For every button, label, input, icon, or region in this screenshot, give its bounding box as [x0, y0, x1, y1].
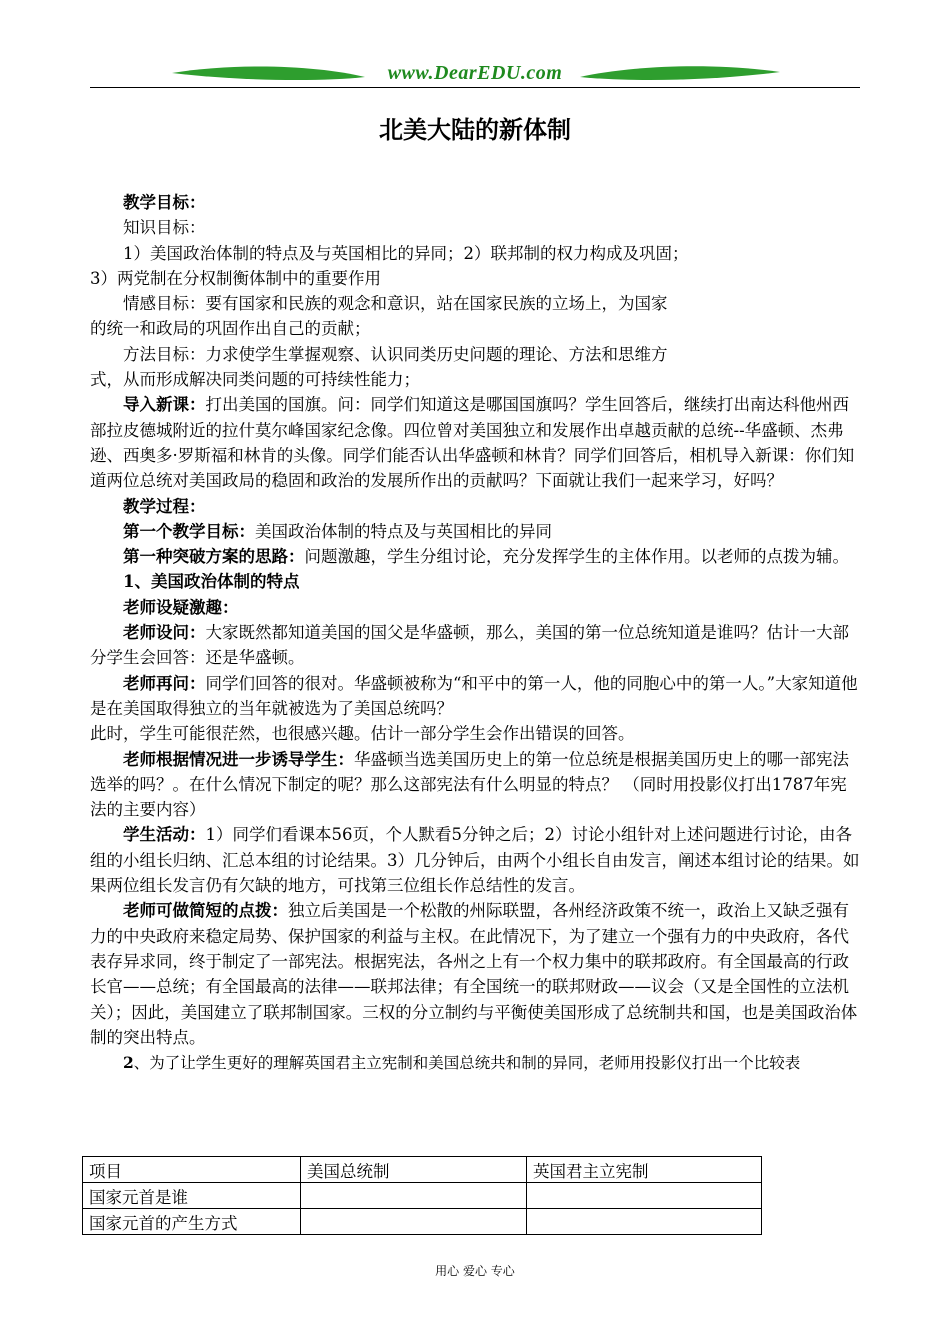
paragraph-text: 1）同学们看课本56页，个人默看5分钟之后；2）讨论小组针对上述问题进行讨论，由各组的小组长归纳、汇总本组的讨论结果。3）几分钟后，由两个小组长自由发言，阐述本组讨论的结果。如果两位组长发言仍有欠缺的地方，可找第三位组长作总结性的发言。: [90, 825, 860, 896]
table-header-row: [83, 1157, 762, 1183]
paragraph: [90, 215, 862, 240]
paragraph: [90, 392, 862, 493]
paragraph: [90, 494, 862, 519]
paragraph: [90, 569, 862, 594]
paragraph-text: 1）美国政治体制的特点及与英国相比的异同；2）联邦制的权力构成及巩固；: [123, 243, 689, 263]
paragraph-label: 教学目标：: [123, 193, 206, 212]
table-header-cell: 项目: [83, 1157, 301, 1183]
paragraph-text: 同学们回答的很对。华盛顿被称为“和平中的第一人，他的同胞心中的第一人。”大家知道他是在美国取得独立的当年就被选为了美国总统吗？: [90, 673, 858, 718]
paragraph: [90, 367, 862, 392]
table-cell: [527, 1209, 762, 1235]
paragraph: [90, 190, 862, 215]
paragraph-text: 问题激趣，学生分组讨论，充分发挥学生的主体作用。以老师的点拨为辅。: [304, 547, 849, 567]
paragraph-label: 第一个教学目标：: [123, 521, 255, 541]
table-row: [83, 1209, 762, 1235]
page-footer: 用心 爱心 专心: [435, 1264, 515, 1278]
paragraph: [90, 519, 862, 544]
paragraph-label: 导入新课：: [123, 395, 206, 415]
paragraph: [90, 721, 862, 746]
table-cell: 国家元首是谁: [83, 1183, 301, 1209]
site-logo: www.DearEDU.com: [387, 62, 563, 84]
paragraph: [90, 544, 862, 569]
comparison-table: [82, 1156, 762, 1235]
paragraph-text: 此时，学生可能很茫然，也很感兴趣。估计一部分学生会作出错误的回答。: [90, 724, 635, 744]
paragraph: [90, 241, 862, 266]
table-row: [83, 1183, 762, 1209]
paragraph-label: 教学过程：: [123, 496, 206, 516]
paragraph-text: 情感目标：要有国家和民族的观念和意识，站在国家民族的立场上，为国家: [123, 294, 668, 314]
paragraph: [90, 266, 862, 291]
paragraph-label: 老师根据情况进一步诱导学生：: [123, 749, 354, 769]
table-header-cell: 英国君主立宪制: [527, 1157, 762, 1183]
paragraph: [90, 898, 862, 1050]
page-header: [90, 60, 860, 90]
paragraph-text: 华盛顿当选美国历史上的第一位总统是根据美国历史上的哪一部宪法选举的吗？。在什么情况下制定的呢？那么这部宪法有什么明显的特点？ （同时用投影仪打出1787年宪法的主要内容）: [90, 749, 849, 820]
table-cell: [527, 1183, 762, 1209]
paragraph-text: 独立后美国是一个松散的州际联盟，各州经济政策不统一，政治上又缺乏强有力的中央政府来稳定局势、保护国家的利益与主权。在此情况下，为了建立一个强有力的中央政府，各代表存异求同，终于制定了一部宪法。根据宪法，各州之上有一个权力集中的联邦政府。有全国最高的行政长官——总统；有全国最高的法律——联邦法律；有全国统一的联邦财政——议会（又是全国性的立法机关）；因此，美国建立了联邦制国家。三权的分立制约与平衡使美国形成了总统制共和国，也是美国政治体制的突出特点。: [90, 901, 858, 1047]
paragraph: [90, 1050, 862, 1076]
paragraph-label: 老师可做简短的点拨：: [123, 901, 288, 921]
paragraph: [90, 291, 862, 316]
paragraph-label: 老师设问：: [123, 623, 206, 643]
paragraph-text: 3）两党制在分权制衡体制中的重要作用: [90, 268, 381, 288]
paragraph: [90, 822, 862, 898]
paragraph-text: 的统一和政局的巩固作出自己的贡献；: [90, 319, 371, 339]
paragraph-label: 老师设疑激趣：: [123, 597, 239, 617]
section-heading: 1、美国政治体制的特点: [123, 572, 300, 592]
paragraph-label: 老师再问：: [123, 673, 206, 693]
paragraph: [90, 671, 862, 722]
document-body: [90, 190, 862, 1076]
paragraph: [90, 316, 862, 341]
paragraph-text: 大家既然都知道美国的国父是华盛顿，那么，美国的第一位总统知道是谁吗？估计一大部分学生会回答：还是华盛顿。: [90, 623, 849, 668]
page-title: 北美大陆的新体制: [379, 116, 571, 144]
paragraph-label: 2: [123, 1053, 134, 1073]
paragraph-label: 学生活动：: [123, 825, 206, 845]
paragraph-text: 、为了让学生更好的理解英国君主立宪制和美国总统共和制的异同，老师用投影仪打出一个比较表: [133, 1054, 801, 1073]
paragraph-label: 第一种突破方案的思路：: [123, 547, 305, 567]
paragraph-text: 知识目标：: [123, 218, 206, 238]
paragraph-text: 方法目标：力求使学生掌握观察、认识同类历史问题的理论、方法和思维方: [123, 344, 668, 364]
paragraph: [90, 342, 862, 367]
header-rule: [90, 87, 860, 88]
paragraph-text: 打出美国的国旗。问：同学们知道这是哪国国旗吗？学生回答后，继续打出南达科他州西部拉皮德城附近的拉什莫尔峰国家纪念像。四位曾对美国独立和发展作出卓越贡献的总统--华盛顿、杰弗逊、西奥多·罗斯福和林肯的头像。同学们能否认出华盛顿和林肯？同学们回答后，相机导入新课：你们知道两位总统对美国政局的稳固和政治的发展所作出的贡献吗？下面就让我们一起来学习，好吗？: [90, 395, 855, 491]
table-cell: [301, 1183, 527, 1209]
paragraph: [90, 747, 862, 823]
table-cell: 国家元首的产生方式: [83, 1209, 301, 1235]
paragraph: [90, 595, 862, 620]
table-header-cell: 美国总统制: [301, 1157, 527, 1183]
paragraph: [90, 620, 862, 671]
table-cell: [301, 1209, 527, 1235]
paragraph-text: 美国政治体制的特点及与英国相比的异同: [255, 521, 552, 541]
paragraph-text: 式，从而形成解决同类问题的可持续性能力；: [90, 370, 420, 390]
